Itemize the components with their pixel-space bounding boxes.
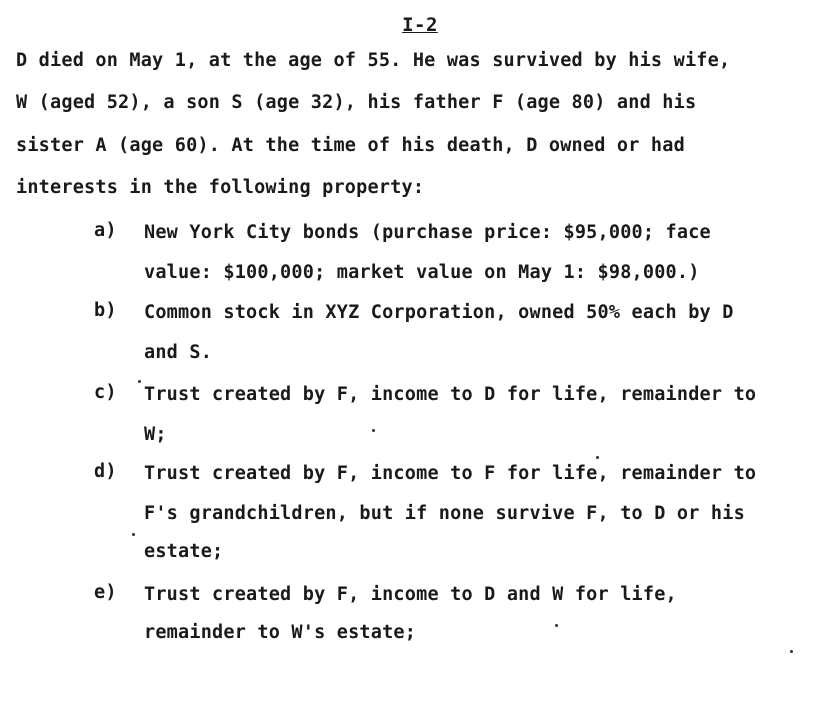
intro-line: W (aged 52), a son S (age 32), his father F (age 80) and his — [16, 92, 697, 113]
list-item-text: Trust created by F, income to D for life, remainder to — [144, 384, 757, 405]
scan-speck — [596, 456, 599, 459]
list-item-label: a) — [94, 220, 117, 241]
intro-line: D died on May 1, at the age of 55. He was survived by his wife, — [16, 50, 731, 71]
list-item-text: and S. — [144, 342, 213, 363]
list-item-label: d) — [94, 461, 117, 482]
list-item-label: c) — [94, 382, 117, 403]
scan-speck — [372, 429, 375, 432]
list-item-text: Common stock in XYZ Corporation, owned 50% each by D — [144, 302, 734, 323]
list-item-label: b) — [94, 300, 117, 321]
page-heading: I-2 — [402, 14, 438, 36]
list-item-text: estate; — [144, 541, 224, 562]
scan-speck — [138, 380, 141, 383]
list-item-text: W; — [144, 424, 167, 445]
intro-line: interests in the following property: — [16, 177, 425, 198]
scan-speck — [790, 650, 793, 653]
list-item-text: remainder to W's estate; — [144, 622, 417, 643]
list-item-text: Trust created by F, income to F for life, remainder to — [144, 463, 757, 484]
list-item-text: F's grandchildren, but if none survive F, to D or his — [144, 503, 745, 524]
intro-line: sister A (age 60). At the time of his death, D owned or had — [16, 135, 685, 156]
list-item-text: New York City bonds (purchase price: $95,000; face — [144, 222, 711, 243]
scan-speck — [555, 624, 558, 627]
list-item-label: e) — [94, 582, 117, 603]
list-item-text: Trust created by F, income to D and W for life, — [144, 584, 677, 605]
scan-speck — [132, 533, 135, 536]
list-item-text: value: $100,000; market value on May 1: $98,000.) — [144, 262, 700, 283]
